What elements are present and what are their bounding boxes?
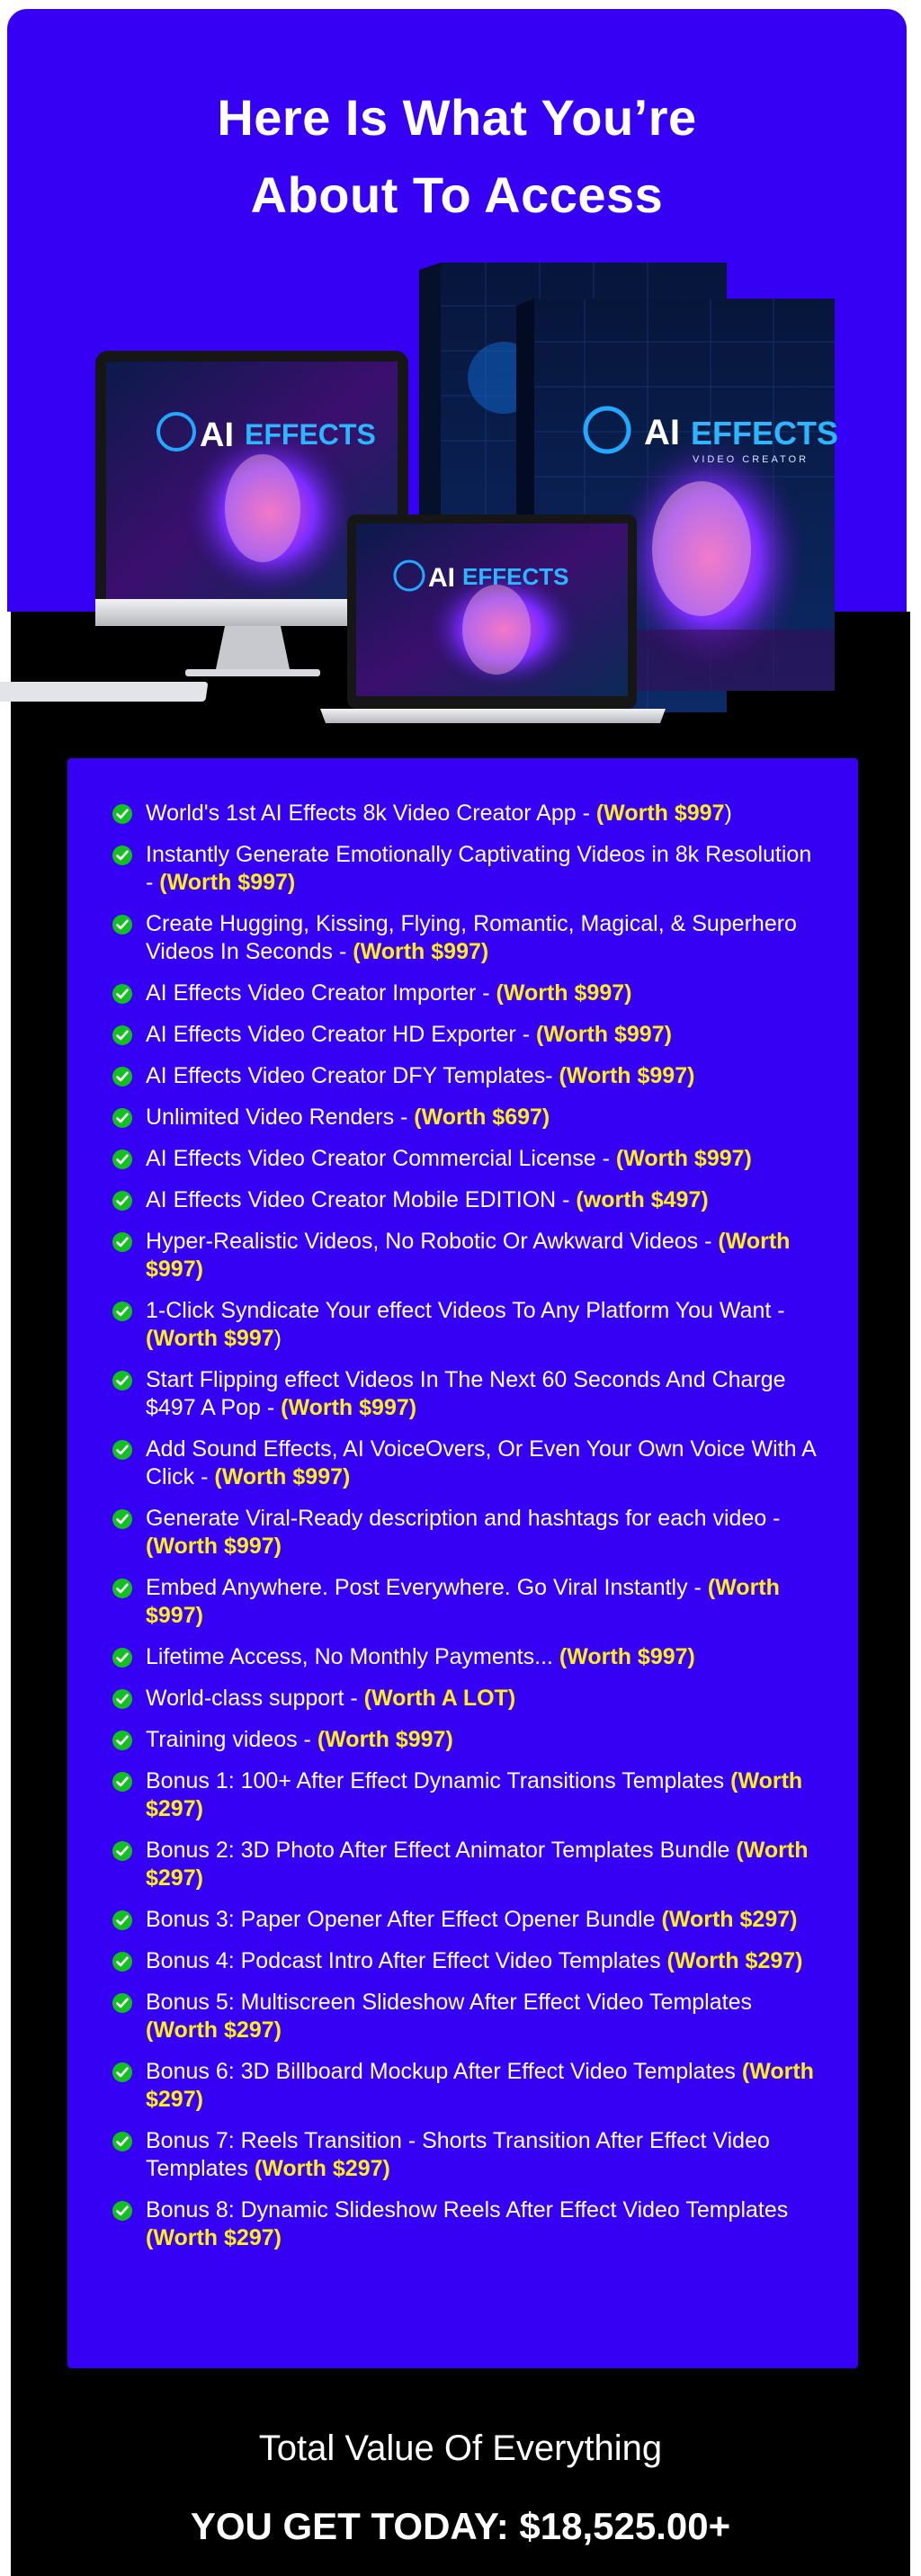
hero-title-line-1: Here Is What You’re — [217, 89, 697, 146]
feature-suffix: ) — [273, 1326, 282, 1351]
feature-item — [112, 1505, 823, 1561]
feature-item — [112, 2196, 823, 2252]
feature-worth: (Worth $997) — [615, 1146, 752, 1171]
box-brand-tagline: VIDEO CREATOR — [693, 454, 809, 465]
feature-item — [112, 979, 823, 1007]
monitor-brand-name: EFFECTS — [245, 418, 376, 451]
box-brand-name: EFFECTS — [691, 415, 839, 452]
feature-worth: (Worth A LOT) — [363, 1686, 516, 1711]
green-check-circle-icon — [112, 804, 132, 824]
green-check-circle-icon — [112, 1025, 132, 1045]
green-check-circle-icon — [112, 1067, 132, 1087]
feature-text: Unlimited Video Renders - — [146, 1105, 415, 1130]
green-check-circle-icon — [112, 1301, 132, 1321]
feature-item — [112, 1021, 823, 1049]
green-check-circle-icon — [112, 1841, 132, 1861]
feature-worth: (Worth $997) — [281, 1395, 417, 1420]
feature-text: Add Sound Effects, AI VoiceOvers, Or Even Your Own Voice With A Click - — [146, 1436, 816, 1489]
feature-worth: (Worth $297) — [146, 1838, 809, 1891]
feature-item — [112, 1767, 823, 1823]
feature-worth: (Worth $997) — [159, 870, 296, 895]
feature-item — [112, 1947, 823, 1975]
feature-item — [112, 800, 823, 827]
green-check-circle-icon — [112, 1648, 132, 1668]
feature-text: Instantly Generate Emotionally Captivating Videos in 8k Resolution - — [146, 842, 812, 895]
feature-item — [112, 841, 823, 897]
feature-text: Lifetime Access, No Monthly Payments... — [146, 1644, 559, 1669]
green-check-circle-icon — [112, 1993, 132, 2013]
feature-item — [112, 1726, 823, 1754]
feature-worth: (Worth $997) — [559, 1644, 695, 1669]
desktop-monitor — [0, 351, 408, 702]
feature-suffix: ) — [724, 801, 732, 826]
laptop-brand-prefix: AI — [428, 563, 455, 593]
feature-text: Bonus 7: Reels Transition - Shorts Transition After Effect Video Templates — [146, 2128, 770, 2181]
green-check-circle-icon — [112, 2201, 132, 2221]
feature-item — [112, 1574, 823, 1630]
feature-text: 1-Click Syndicate Your effect Videos To Any Platform You Want - — [146, 1298, 785, 1323]
green-check-circle-icon — [112, 1191, 132, 1211]
feature-text: AI Effects Video Creator Mobile EDITION - — [146, 1187, 577, 1212]
hero-title-line-2: About To Access — [250, 166, 664, 223]
features-list — [112, 800, 823, 2266]
feature-text: World's 1st AI Effects 8k Video Creator App - — [146, 801, 596, 826]
feature-text: Hyper-Realistic Videos, No Robotic Or Awkward Videos - — [146, 1229, 719, 1254]
total-value-amount: YOU GET TODAY: $18,525.00+ — [190, 2505, 731, 2547]
green-check-circle-icon — [112, 1440, 132, 1460]
total-value-label: Total Value Of Everything — [258, 2428, 663, 2468]
feature-text: AI Effects Video Creator HD Exporter - — [146, 1022, 536, 1047]
feature-text: AI Effects Video Creator DFY Templates- — [146, 1063, 559, 1088]
feature-worth: (Worth $997) — [146, 1229, 791, 1282]
feature-item — [112, 1366, 823, 1422]
feature-item — [112, 1837, 823, 1892]
feature-text: Bonus 3: Paper Opener After Effect Opener Bundle — [146, 1907, 662, 1932]
feature-worth: (Worth $297) — [661, 1907, 798, 1932]
monitor-brand-prefix: AI — [200, 416, 234, 454]
green-check-circle-icon — [112, 1371, 132, 1391]
green-check-circle-icon — [112, 845, 132, 865]
feature-text: Embed Anywhere. Post Everywhere. Go Viral Instantly - — [146, 1575, 708, 1600]
product-mockups — [0, 0, 921, 738]
green-check-circle-icon — [112, 1772, 132, 1792]
green-check-circle-icon — [112, 1731, 132, 1750]
green-check-circle-icon — [112, 1509, 132, 1529]
feature-item — [112, 1062, 823, 1090]
feature-text: Bonus 5: Multiscreen Slideshow After Effect Video Templates — [146, 1990, 752, 2015]
feature-text: Bonus 2: 3D Photo After Effect Animator Templates Bundle — [146, 1838, 737, 1863]
feature-worth: (Worth $997) — [559, 1063, 695, 1088]
laptop — [320, 514, 666, 723]
green-check-circle-icon — [112, 1689, 132, 1709]
feature-worth: (worth $497) — [576, 1187, 709, 1212]
feature-text: Start Flipping effect Videos In The Next 60 Seconds And Charge $497 A Pop - — [146, 1367, 786, 1420]
feature-worth: (Worth $997 — [146, 1326, 274, 1351]
green-check-circle-icon — [112, 2132, 132, 2151]
features-card — [67, 758, 858, 2368]
green-check-circle-icon — [112, 915, 132, 935]
feature-worth: (Worth $297) — [666, 1948, 803, 1973]
feature-text: Bonus 1: 100+ After Effect Dynamic Transitions Templates — [146, 1768, 731, 1793]
feature-worth: (Worth $997) — [214, 1464, 351, 1489]
feature-item — [112, 2127, 823, 2183]
green-check-circle-icon — [112, 1910, 132, 1930]
green-check-circle-icon — [112, 1149, 132, 1169]
feature-worth: (Worth $997) — [353, 939, 489, 964]
feature-text: AI Effects Video Creator Importer - — [146, 980, 496, 1006]
feature-worth: (Worth $297) — [146, 2225, 282, 2250]
green-check-circle-icon — [112, 1108, 132, 1128]
feature-worth: (Worth $997) — [146, 1575, 780, 1628]
feature-text: World-class support - — [146, 1686, 364, 1711]
feature-item — [112, 1643, 823, 1671]
green-check-circle-icon — [112, 1579, 132, 1598]
feature-item — [112, 1989, 823, 2044]
feature-worth: (Worth $297) — [254, 2156, 390, 2181]
feature-worth: (Worth $297) — [146, 2059, 814, 2112]
feature-item — [112, 1297, 823, 1353]
feature-worth: (Worth $297) — [146, 1768, 803, 1821]
feature-item — [112, 910, 823, 966]
feature-item — [112, 1906, 823, 1934]
feature-worth: (Worth $997) — [535, 1022, 672, 1047]
feature-item — [112, 1186, 823, 1214]
feature-item — [112, 1104, 823, 1131]
green-check-circle-icon — [112, 1952, 132, 1972]
laptop-brand-name: EFFECTS — [462, 563, 569, 590]
feature-worth: (Worth $997) — [317, 1727, 453, 1752]
feature-worth: (Worth $297) — [146, 2017, 282, 2043]
green-check-circle-icon — [112, 984, 132, 1004]
feature-worth: (Worth $997) — [496, 980, 632, 1006]
feature-text: Bonus 8: Dynamic Slideshow Reels After Effect Video Templates — [146, 2197, 789, 2223]
feature-item — [112, 1145, 823, 1173]
feature-item — [112, 2058, 823, 2114]
feature-text: Create Hugging, Kissing, Flying, Romantic, Magical, & Superhero Videos In Seconds - — [146, 911, 797, 964]
feature-text: Bonus 4: Podcast Intro After Effect Video Templates — [146, 1948, 667, 1973]
green-check-circle-icon — [112, 1232, 132, 1252]
feature-item — [112, 1228, 823, 1284]
feature-text: Training videos - — [146, 1727, 317, 1752]
feature-worth: (Worth $997 — [595, 801, 725, 826]
feature-worth: (Worth $997) — [146, 1534, 282, 1559]
green-check-circle-icon — [112, 2062, 132, 2082]
box-brand-prefix: AI — [644, 413, 680, 452]
feature-item — [112, 1685, 823, 1713]
feature-text: Generate Viral-Ready description and hashtags for each video - — [146, 1506, 781, 1531]
feature-item — [112, 1436, 823, 1491]
feature-text: AI Effects Video Creator Commercial License - — [146, 1146, 616, 1171]
feature-text: Bonus 6: 3D Billboard Mockup After Effect Video Templates — [146, 2059, 742, 2084]
feature-worth: (Worth $697) — [414, 1105, 550, 1130]
